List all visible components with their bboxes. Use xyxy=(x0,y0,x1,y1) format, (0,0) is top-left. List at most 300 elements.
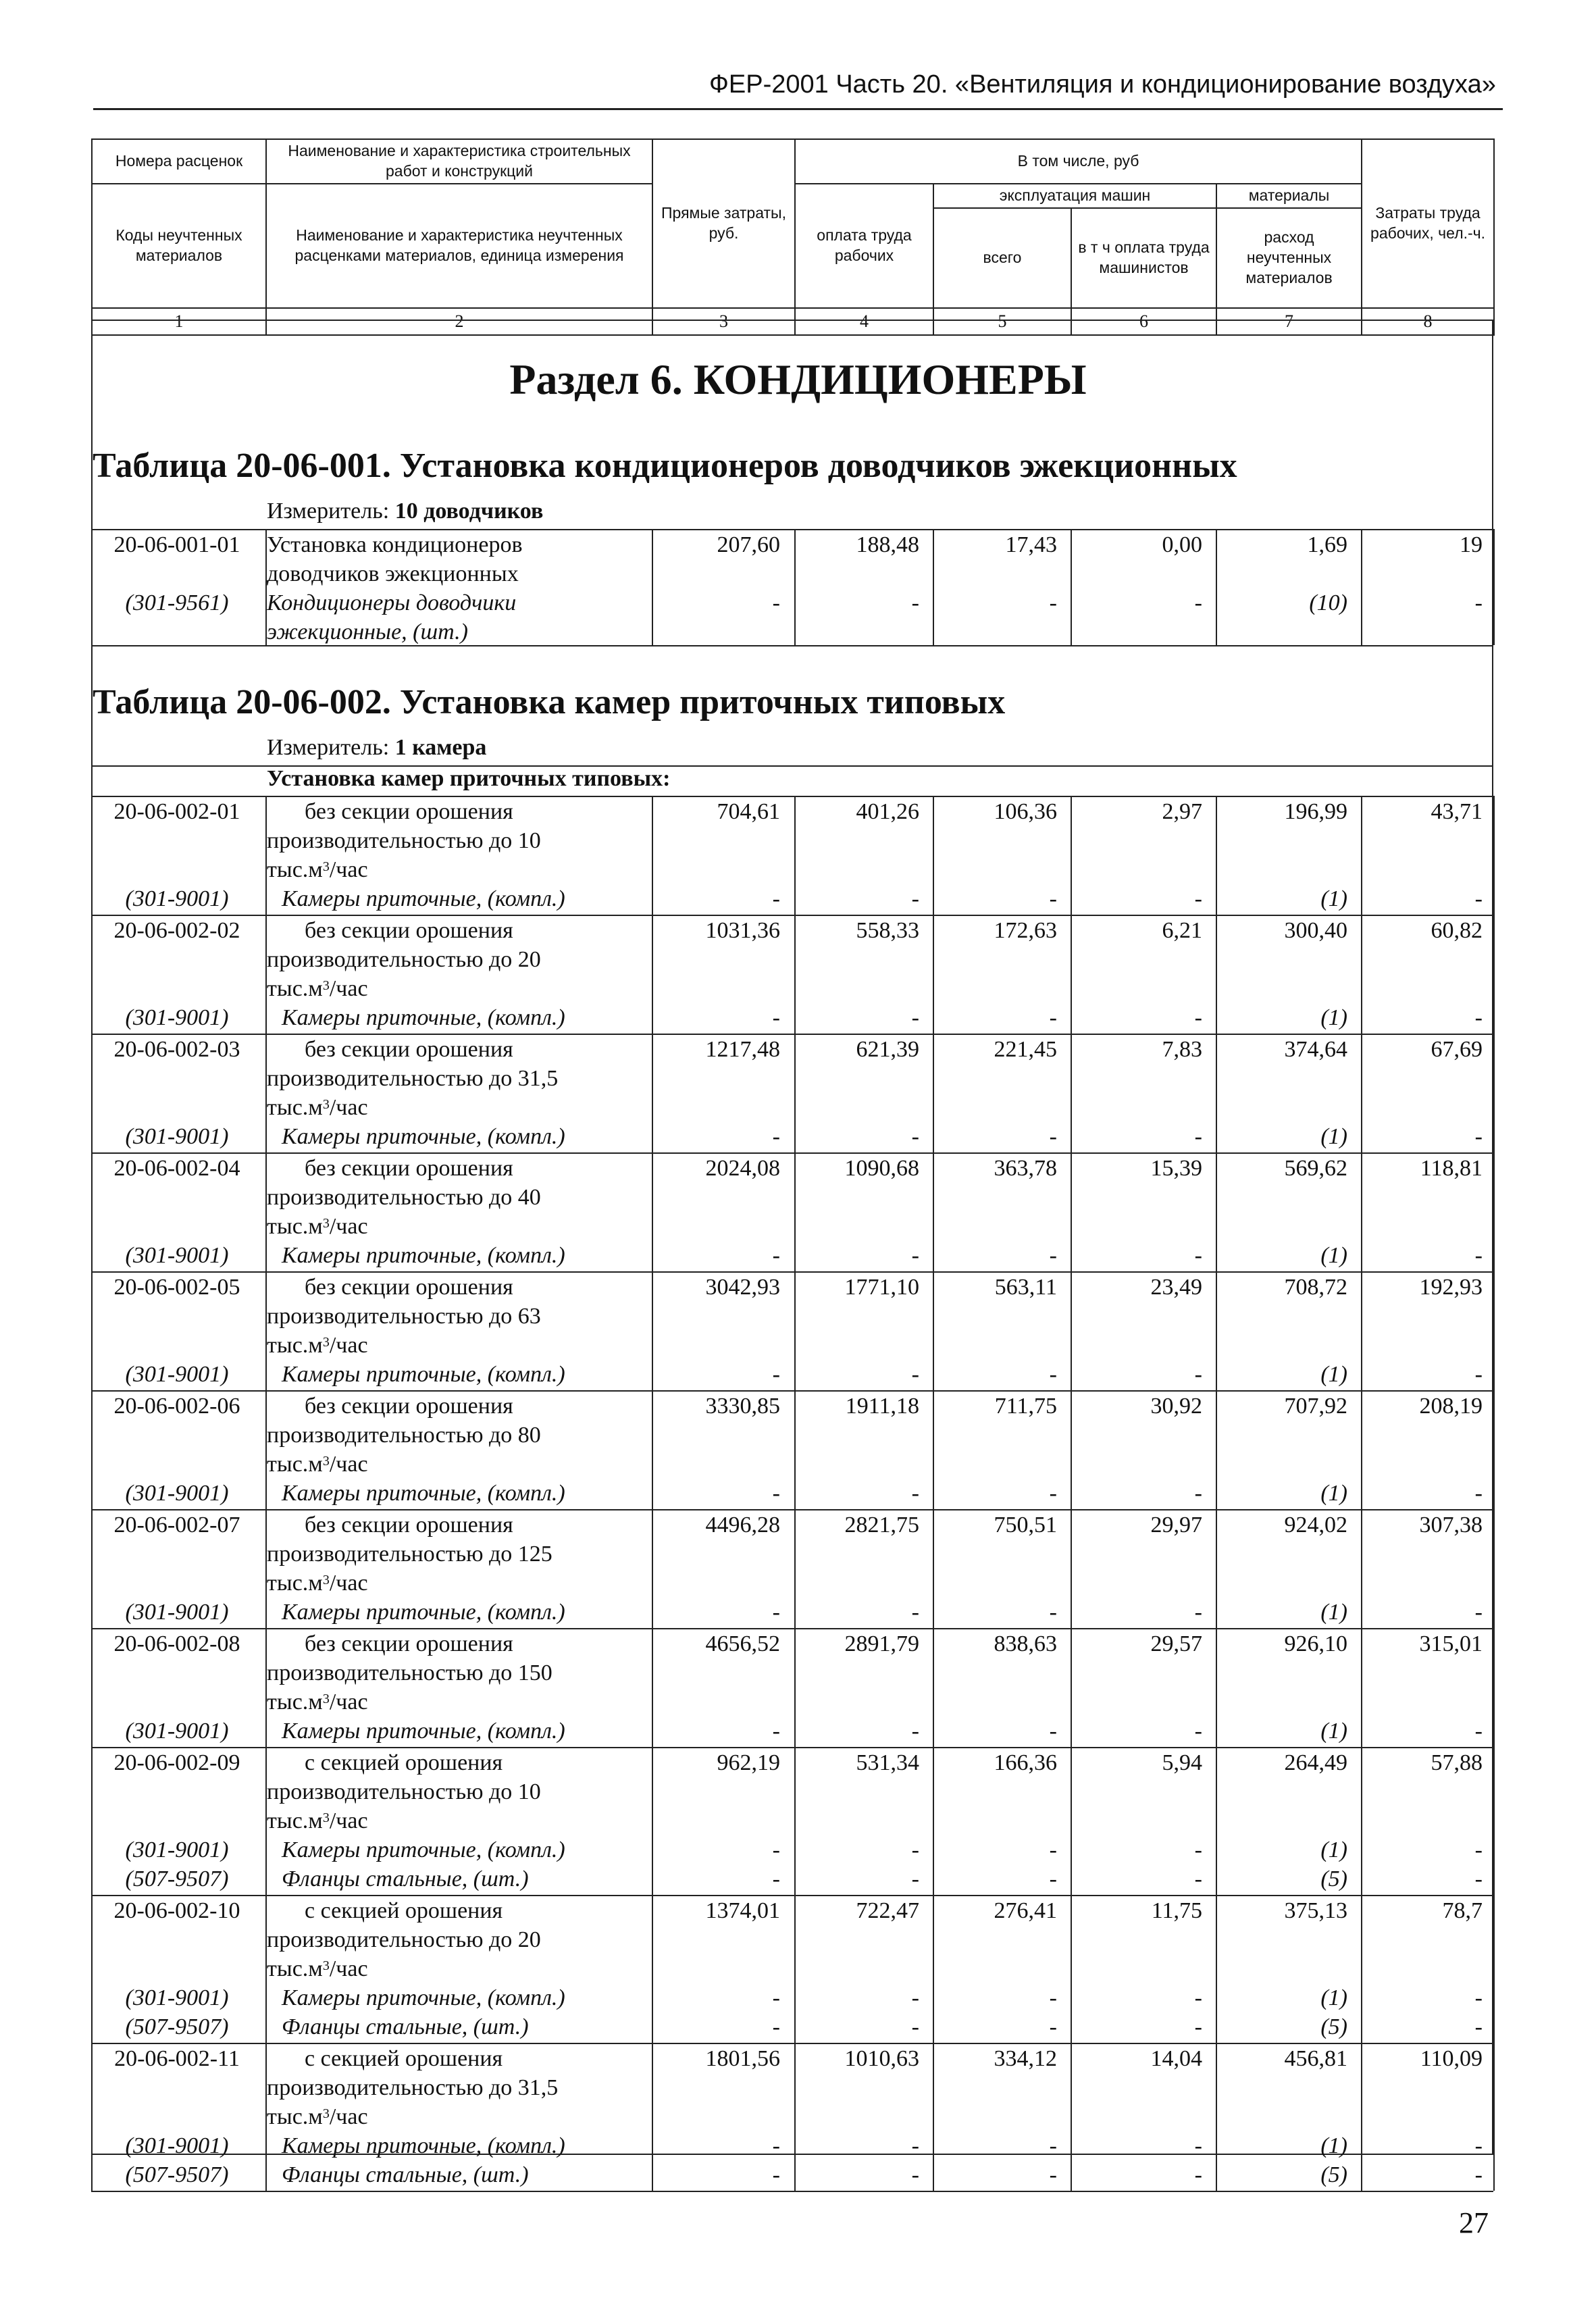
column-divider xyxy=(91,529,93,645)
rate-name-line: производительностью до 20 xyxy=(267,947,541,972)
value-cell: - xyxy=(772,886,780,911)
column-divider xyxy=(265,1034,267,1152)
value-cell: - xyxy=(911,590,919,615)
value-cell: 363,78 xyxy=(994,1156,1057,1181)
column-divider xyxy=(265,1390,267,1509)
unit-text: /час xyxy=(329,1452,368,1477)
column-divider xyxy=(933,529,934,645)
col5-header: всего xyxy=(933,208,1071,308)
column-divider xyxy=(1071,915,1072,1034)
rate-name-line: с секцией орошения xyxy=(305,2046,503,2071)
value-cell: - xyxy=(1049,1866,1057,1891)
column-divider xyxy=(933,1390,934,1509)
value-cell: - xyxy=(911,2133,919,2158)
material-name: Камеры приточные, (компл.) xyxy=(282,1719,565,1744)
value-cell: 5,94 xyxy=(1162,1750,1202,1775)
unit-superscript: 3 xyxy=(322,1958,330,1973)
table2-meter xyxy=(267,735,486,761)
column-divider xyxy=(1216,529,1217,645)
unit-text: тыс.м xyxy=(267,1214,323,1239)
unit-line xyxy=(267,1806,368,1835)
column-divider xyxy=(1361,1390,1362,1509)
column-divider xyxy=(1361,1747,1362,1895)
col-number: 3 xyxy=(652,308,795,335)
unit-line xyxy=(267,1331,368,1360)
column-divider xyxy=(1493,915,1495,1034)
value-cell: - xyxy=(1474,1837,1483,1862)
meter-value: 10 доводчиков xyxy=(394,499,544,524)
value-cell: - xyxy=(1474,886,1483,911)
unit-line xyxy=(267,1569,368,1598)
column-divider xyxy=(933,1895,934,2043)
column-divider xyxy=(652,1509,653,1628)
material-name: Камеры приточные, (компл.) xyxy=(282,1985,565,2010)
unit-text: /час xyxy=(329,2104,368,2129)
material-name: Камеры приточные, (компл.) xyxy=(282,1005,565,1030)
material-name: Фланцы стальные, (шт.) xyxy=(282,2162,529,2187)
column-divider xyxy=(794,1152,796,1271)
column-divider xyxy=(91,1034,93,1152)
value-cell: - xyxy=(772,1837,780,1862)
value-cell: 106,36 xyxy=(994,799,1057,824)
value-cell: (1) xyxy=(1320,1243,1347,1268)
column-divider xyxy=(794,1628,796,1747)
rate-name-line: производительностью до 80 xyxy=(267,1423,541,1448)
value-cell: - xyxy=(1049,1481,1057,1506)
column-divider xyxy=(1493,796,1495,915)
value-cell: - xyxy=(1474,2162,1483,2187)
column-divider xyxy=(933,915,934,1034)
value-cell: 1911,18 xyxy=(845,1394,919,1419)
rate-name-line: производительностью до 31,5 xyxy=(267,2075,559,2100)
value-cell: - xyxy=(1194,2014,1202,2039)
value-cell: 621,39 xyxy=(856,1037,919,1062)
column-divider xyxy=(652,1034,653,1152)
column-divider xyxy=(1216,796,1217,915)
col-number: 2 xyxy=(266,308,652,335)
col2-top-header: Наименование и характеристика строительных работ и конструкций xyxy=(266,139,652,184)
column-divider xyxy=(265,1895,267,2043)
column-divider xyxy=(91,796,93,915)
section-title: Раздел 6. КОНДИЦИОНЕРЫ xyxy=(509,355,1087,403)
value-cell: (5) xyxy=(1320,2014,1347,2039)
value-cell: 207,60 xyxy=(717,532,780,557)
machines-header: эксплуатация машин xyxy=(933,184,1216,208)
value-cell: 707,92 xyxy=(1284,1394,1347,1419)
column-divider xyxy=(1071,2043,1072,2191)
column-divider xyxy=(1493,1390,1495,1509)
value-cell: - xyxy=(1194,590,1202,615)
value-cell: - xyxy=(911,1719,919,1744)
value-cell: - xyxy=(1049,1600,1057,1625)
rate-name-line: без секции орошения xyxy=(305,918,513,943)
value-cell: 1031,36 xyxy=(705,918,780,943)
value-cell: - xyxy=(1474,1481,1483,1506)
rate-name-line: производительностью до 31,5 xyxy=(267,1066,559,1091)
column-divider xyxy=(265,1271,267,1390)
value-cell: - xyxy=(1474,1719,1483,1744)
material-code: (301-9001) xyxy=(125,2133,229,2158)
material-code: (301-9001) xyxy=(125,886,229,911)
value-cell: - xyxy=(1194,886,1202,911)
value-cell: - xyxy=(1194,1243,1202,1268)
page-header: ФЕР-2001 Часть 20. «Вентиляция и кондиционирование воздуха» xyxy=(709,70,1496,99)
material-code: (301-9001) xyxy=(125,1600,229,1625)
material-name: Камеры приточные, (компл.) xyxy=(282,886,565,911)
value-cell: 708,72 xyxy=(1284,1275,1347,1300)
unit-superscript: 3 xyxy=(322,1335,330,1350)
value-cell: (1) xyxy=(1320,1124,1347,1149)
column-divider xyxy=(652,1390,653,1509)
value-cell: 14,04 xyxy=(1150,2046,1202,2071)
unit-text: /час xyxy=(329,1689,368,1714)
value-cell: - xyxy=(911,2162,919,2187)
unit-text: тыс.м xyxy=(267,857,323,882)
column-divider xyxy=(1493,2043,1495,2191)
material-code: (301-9001) xyxy=(125,1243,229,1268)
column-divider xyxy=(652,915,653,1034)
meter-label: Измеритель: xyxy=(267,499,390,524)
value-cell: 962,19 xyxy=(717,1750,780,1775)
value-cell: - xyxy=(1049,1719,1057,1744)
rate-name-line: Установка кондиционеров xyxy=(267,532,523,557)
value-cell: - xyxy=(1474,1600,1483,1625)
value-cell: - xyxy=(911,1985,919,2010)
column-divider xyxy=(1071,1034,1072,1152)
value-cell: - xyxy=(1049,1837,1057,1862)
value-cell: - xyxy=(772,1243,780,1268)
rate-name-line: с секцией орошения xyxy=(305,1898,503,1923)
unit-text: тыс.м xyxy=(267,1333,323,1358)
value-cell: 29,57 xyxy=(1150,1631,1202,1656)
column-divider xyxy=(1493,1509,1495,1628)
unit-line xyxy=(267,1450,368,1479)
value-cell: - xyxy=(911,1362,919,1387)
rate-code: 20-06-002-07 xyxy=(113,1513,240,1537)
column-divider xyxy=(652,529,653,645)
column-divider xyxy=(652,796,653,915)
value-cell: - xyxy=(772,2014,780,2039)
column-divider xyxy=(91,915,93,1034)
material-code: (301-9001) xyxy=(125,1481,229,1506)
column-divider xyxy=(1361,1628,1362,1747)
value-cell: 192,93 xyxy=(1419,1275,1483,1300)
value-cell: 558,33 xyxy=(856,918,919,943)
rate-code: 20-06-002-01 xyxy=(113,799,240,824)
column-divider xyxy=(794,2043,796,2191)
material-name: Камеры приточные, (компл.) xyxy=(282,1837,565,1862)
unit-superscript: 3 xyxy=(322,1810,330,1825)
meter-value: 1 камера xyxy=(394,735,487,760)
column-divider xyxy=(652,1895,653,2043)
rate-name-line: производительностью до 10 xyxy=(267,828,541,853)
value-cell: - xyxy=(911,2014,919,2039)
material-code: (507-9507) xyxy=(125,2162,229,2187)
value-cell: - xyxy=(911,886,919,911)
value-cell: 2024,08 xyxy=(705,1156,780,1181)
column-divider xyxy=(1216,915,1217,1034)
value-cell: - xyxy=(911,1600,919,1625)
column-divider xyxy=(1216,1628,1217,1747)
value-cell: 7,83 xyxy=(1162,1037,1202,1062)
value-cell: (1) xyxy=(1320,1362,1347,1387)
column-divider xyxy=(794,1747,796,1895)
unit-text: /час xyxy=(329,976,368,1001)
column-divider xyxy=(91,1271,93,1390)
value-cell: - xyxy=(911,1481,919,1506)
header-rule xyxy=(93,108,1503,110)
value-cell: - xyxy=(1474,1005,1483,1030)
column-divider xyxy=(1071,796,1072,915)
column-divider xyxy=(1361,2043,1362,2191)
material-name-line: Кондиционеры доводчики xyxy=(267,590,517,615)
unit-superscript: 3 xyxy=(322,2106,330,2121)
column-divider xyxy=(1493,1895,1495,2043)
unit-superscript: 3 xyxy=(322,978,330,993)
value-cell: (1) xyxy=(1320,1719,1347,1744)
value-cell: 196,99 xyxy=(1284,799,1347,824)
value-cell: - xyxy=(1049,590,1057,615)
material-name: Камеры приточные, (компл.) xyxy=(282,2133,565,2158)
value-cell: 188,48 xyxy=(856,532,919,557)
column-divider xyxy=(1216,1747,1217,1895)
unit-text: тыс.м xyxy=(267,2104,323,2129)
material-code: (301-9001) xyxy=(125,1362,229,1387)
column-divider xyxy=(1361,915,1362,1034)
value-cell: - xyxy=(1049,2014,1057,2039)
value-cell: 838,63 xyxy=(994,1631,1057,1656)
column-divider xyxy=(265,1509,267,1628)
value-cell: - xyxy=(1474,1124,1483,1149)
value-cell: 401,26 xyxy=(856,799,919,824)
rate-name-line: производительностью до 63 xyxy=(267,1304,541,1329)
value-cell: 2891,79 xyxy=(844,1631,919,1656)
table2-title: Таблица 20-06-002. Установка камер приточных типовых xyxy=(93,683,1006,721)
value-cell: 315,01 xyxy=(1419,1631,1483,1656)
col1-bottom-header: Коды неучтенных материалов xyxy=(92,184,266,308)
value-cell: 1771,10 xyxy=(844,1275,919,1300)
col8-header: Затраты труда рабочих, чел.-ч. xyxy=(1362,139,1494,308)
column-divider xyxy=(1493,1628,1495,1747)
value-cell: (1) xyxy=(1320,1837,1347,1862)
value-cell: 750,51 xyxy=(994,1513,1057,1537)
unit-text: тыс.м xyxy=(267,976,323,1001)
value-cell: - xyxy=(911,1124,919,1149)
value-cell: 4496,28 xyxy=(705,1513,780,1537)
value-cell: - xyxy=(1194,1600,1202,1625)
meter-label: Измеритель: xyxy=(267,735,390,760)
unit-text: тыс.м xyxy=(267,1956,323,1981)
value-cell: 15,39 xyxy=(1150,1156,1202,1181)
value-cell: 375,13 xyxy=(1284,1898,1347,1923)
value-cell: 531,34 xyxy=(856,1750,919,1775)
column-header-table xyxy=(91,138,1493,331)
rate-code: 20-06-002-02 xyxy=(113,918,240,943)
value-cell: - xyxy=(772,1719,780,1744)
unit-text: тыс.м xyxy=(267,1689,323,1714)
value-cell: - xyxy=(1194,1124,1202,1149)
value-cell: - xyxy=(1049,1005,1057,1030)
value-cell: 563,11 xyxy=(994,1275,1057,1300)
rate-name-line: производительностью до 125 xyxy=(267,1542,552,1567)
value-cell: - xyxy=(772,1005,780,1030)
value-cell: 300,40 xyxy=(1284,918,1347,943)
unit-superscript: 3 xyxy=(322,1216,330,1231)
value-cell: - xyxy=(1194,1985,1202,2010)
unit-superscript: 3 xyxy=(322,1692,330,1706)
material-name: Фланцы стальные, (шт.) xyxy=(282,2014,529,2039)
column-divider xyxy=(1071,1895,1072,2043)
rate-name-line: доводчиков эжекционных xyxy=(267,561,519,586)
value-cell: 17,43 xyxy=(1005,532,1057,557)
column-divider xyxy=(1216,1895,1217,2043)
column-divider xyxy=(1361,1271,1362,1390)
unit-line xyxy=(267,1954,368,1983)
col-number: 7 xyxy=(1216,308,1362,335)
value-cell: 2,97 xyxy=(1162,799,1202,824)
unit-text: тыс.м xyxy=(267,1808,323,1833)
column-divider xyxy=(652,1747,653,1895)
value-cell: - xyxy=(1194,2133,1202,2158)
value-cell: 23,49 xyxy=(1150,1275,1202,1300)
column-divider xyxy=(933,796,934,915)
value-cell: 57,88 xyxy=(1431,1750,1483,1775)
column-divider xyxy=(1361,529,1362,645)
unit-line xyxy=(267,2102,368,2131)
column-divider xyxy=(1361,1034,1362,1152)
column-divider xyxy=(1216,1034,1217,1152)
col7-header: расход неучтенных материалов xyxy=(1216,208,1362,308)
value-cell: 221,45 xyxy=(994,1037,1057,1062)
column-divider xyxy=(91,1509,93,1628)
value-cell: 264,49 xyxy=(1284,1750,1347,1775)
page-number: 27 xyxy=(1459,2206,1489,2239)
column-divider xyxy=(1361,1509,1362,1628)
column-divider xyxy=(1071,1747,1072,1895)
col-number: 8 xyxy=(1362,308,1494,335)
column-divider xyxy=(1071,1509,1072,1628)
material-name: Камеры приточные, (компл.) xyxy=(282,1362,565,1387)
column-divider xyxy=(1071,1628,1072,1747)
value-cell: 1374,01 xyxy=(705,1898,780,1923)
value-cell: 1090,68 xyxy=(844,1156,919,1181)
unit-text: /час xyxy=(329,1214,368,1239)
table1-meter xyxy=(267,499,543,524)
value-cell: 4656,52 xyxy=(705,1631,780,1656)
rate-name-line: без секции орошения xyxy=(305,1513,513,1537)
unit-superscript: 3 xyxy=(322,1454,330,1469)
column-divider xyxy=(265,915,267,1034)
value-cell: (1) xyxy=(1320,1005,1347,1030)
column-divider xyxy=(933,1509,934,1628)
value-cell: - xyxy=(1474,1243,1483,1268)
value-cell: - xyxy=(1194,1837,1202,1862)
value-cell: - xyxy=(772,1985,780,2010)
value-cell: 1801,56 xyxy=(705,2046,780,2071)
column-divider xyxy=(652,1628,653,1747)
column-divider xyxy=(794,1509,796,1628)
column-divider xyxy=(1493,1747,1495,1895)
column-divider xyxy=(1071,1390,1072,1509)
column-divider xyxy=(652,1152,653,1271)
value-cell: - xyxy=(1194,2162,1202,2187)
value-cell: - xyxy=(1194,1719,1202,1744)
value-cell: 374,64 xyxy=(1284,1037,1347,1062)
column-divider xyxy=(1361,796,1362,915)
value-cell: 1,69 xyxy=(1307,532,1347,557)
unit-line xyxy=(267,1093,368,1122)
rate-code: 20-06-002-10 xyxy=(113,1898,240,1923)
value-cell: (10) xyxy=(1309,590,1347,615)
unit-superscript: 3 xyxy=(322,1573,330,1587)
material-name: Фланцы стальные, (шт.) xyxy=(282,1866,529,1891)
value-cell: - xyxy=(1049,886,1057,911)
unit-text: тыс.м xyxy=(267,1452,323,1477)
value-cell: 208,19 xyxy=(1419,1394,1483,1419)
rate-name-line: без секции орошения xyxy=(305,1037,513,1062)
rate-code: 20-06-002-06 xyxy=(113,1394,240,1419)
column-divider xyxy=(265,2043,267,2191)
value-cell: - xyxy=(1049,1243,1057,1268)
value-cell: 569,62 xyxy=(1284,1156,1347,1181)
col1-top-header: Номера расценок xyxy=(92,139,266,184)
column-divider xyxy=(1493,529,1495,645)
column-divider xyxy=(91,1747,93,1895)
materials-header: материалы xyxy=(1216,184,1362,208)
column-divider xyxy=(265,1747,267,1895)
column-divider xyxy=(91,2043,93,2191)
value-cell: 19 xyxy=(1460,532,1483,557)
column-divider xyxy=(652,2043,653,2191)
unit-text: /час xyxy=(329,1333,368,1358)
table2-subheading: Установка камер приточных типовых: xyxy=(267,766,671,791)
column-divider xyxy=(1493,1152,1495,1271)
value-cell: 722,47 xyxy=(856,1898,919,1923)
value-cell: (5) xyxy=(1320,2162,1347,2187)
col-number: 5 xyxy=(933,308,1071,335)
value-cell: (1) xyxy=(1320,1481,1347,1506)
value-cell: 43,71 xyxy=(1431,799,1483,824)
column-divider xyxy=(933,1747,934,1895)
unit-line xyxy=(267,855,368,884)
column-divider xyxy=(933,2043,934,2191)
column-divider xyxy=(794,915,796,1034)
value-cell: 1010,63 xyxy=(844,2046,919,2071)
value-cell: - xyxy=(1474,1866,1483,1891)
value-cell: 11,75 xyxy=(1151,1898,1202,1923)
unit-text: /час xyxy=(329,1095,368,1120)
column-divider xyxy=(265,529,267,645)
rate-name-line: без секции орошения xyxy=(305,1275,513,1300)
rate-code: 20-06-002-08 xyxy=(113,1631,240,1656)
material-name: Камеры приточные, (компл.) xyxy=(282,1124,565,1149)
column-divider xyxy=(1216,1390,1217,1509)
value-cell: - xyxy=(1049,1985,1057,2010)
material-name: Камеры приточные, (компл.) xyxy=(282,1243,565,1268)
value-cell: - xyxy=(1474,1362,1483,1387)
value-cell: 78,7 xyxy=(1442,1898,1483,1923)
value-cell: - xyxy=(1194,1866,1202,1891)
value-cell: 3042,93 xyxy=(705,1275,780,1300)
col-number: 4 xyxy=(795,308,933,335)
value-cell: - xyxy=(772,1362,780,1387)
unit-superscript: 3 xyxy=(322,859,330,874)
value-cell: - xyxy=(772,1481,780,1506)
material-name: Камеры приточные, (компл.) xyxy=(282,1481,565,1506)
value-cell: (1) xyxy=(1320,2133,1347,2158)
unit-line xyxy=(267,1212,368,1241)
value-cell: 166,36 xyxy=(994,1750,1057,1775)
